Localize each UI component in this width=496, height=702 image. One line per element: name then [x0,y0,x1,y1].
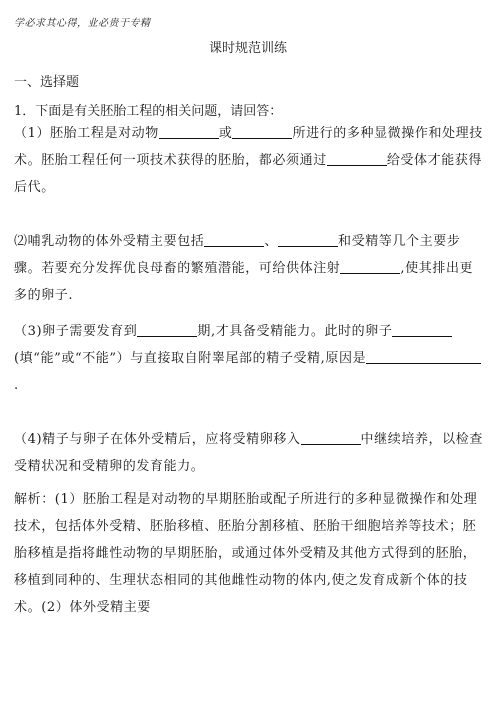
text: 期,才具备受精能力。此时的卵子 [197,324,393,339]
text: （4)精子与卵子在体外受精后，应将受精卵移入 [14,432,301,447]
answer-blank [392,322,452,337]
analysis-text: 解析：(1）胚胎工程是对动物的早期胚胎或配子所进行的多种显微操作和处理技术，包括体外受精、胚胎移植、胚胎分割移植、胚胎干细胞培养等技术；胚胎移植是指将雌性动物的早期胚胎，或通过体外受精及其他方式得到的胚胎，移植到同种的、生理状态相同的其他雌性动物的体内,使之发育成新个体的技术。(2）体外受精主要 [14,492,478,615]
header-motto: 学必求其心得，业必贵于专精 [14,18,151,29]
text: 中继续培养，以检查受精状况和受精卵的发育能力。 [14,432,483,474]
text: 或 [218,126,233,141]
text: （1）胚胎工程是对动物 [14,126,159,141]
answer-blank [137,322,197,337]
sub-question-1 [14,120,484,201]
text: (填“能”或“不能”）与直接取自附睾尾部的精子受精,原因是 [14,351,367,366]
answer-blank [366,349,481,364]
text: （3)卵子需要发育到 [14,324,138,339]
text: 、 [264,234,279,249]
sub-question-4 [14,426,484,480]
sub-question-3 [14,318,484,399]
text: 给受体才能获得后代。 [14,153,483,195]
section-heading: 一、选择题 [14,75,80,90]
text: 所进行的多种显微操作和处理技术。胚胎工程任何一项技术获得的胚胎，都必须通过 [14,126,483,168]
answer-blank [278,232,338,247]
text: 和受精等几个主要步骤。若要充分发挥优良母畜的繁殖潜能，可给供体注射 [14,234,461,276]
text: ⑵哺乳动物的体外受精主要包括 [14,234,205,249]
answer-blank [204,232,264,247]
answer-blank [159,124,219,139]
answer-blank [232,124,292,139]
text: ,使其排出更多的卵子. [14,261,474,303]
question-stem: 1．下面是有关胚胎工程的相关问题，请回答： [14,104,283,119]
page-title: 课时规范训练 [208,41,287,56]
answer-blank [327,151,387,166]
sub-question-2 [14,228,484,309]
answer-blank [340,259,400,274]
text: . [14,378,19,393]
answer-blank [301,430,361,445]
